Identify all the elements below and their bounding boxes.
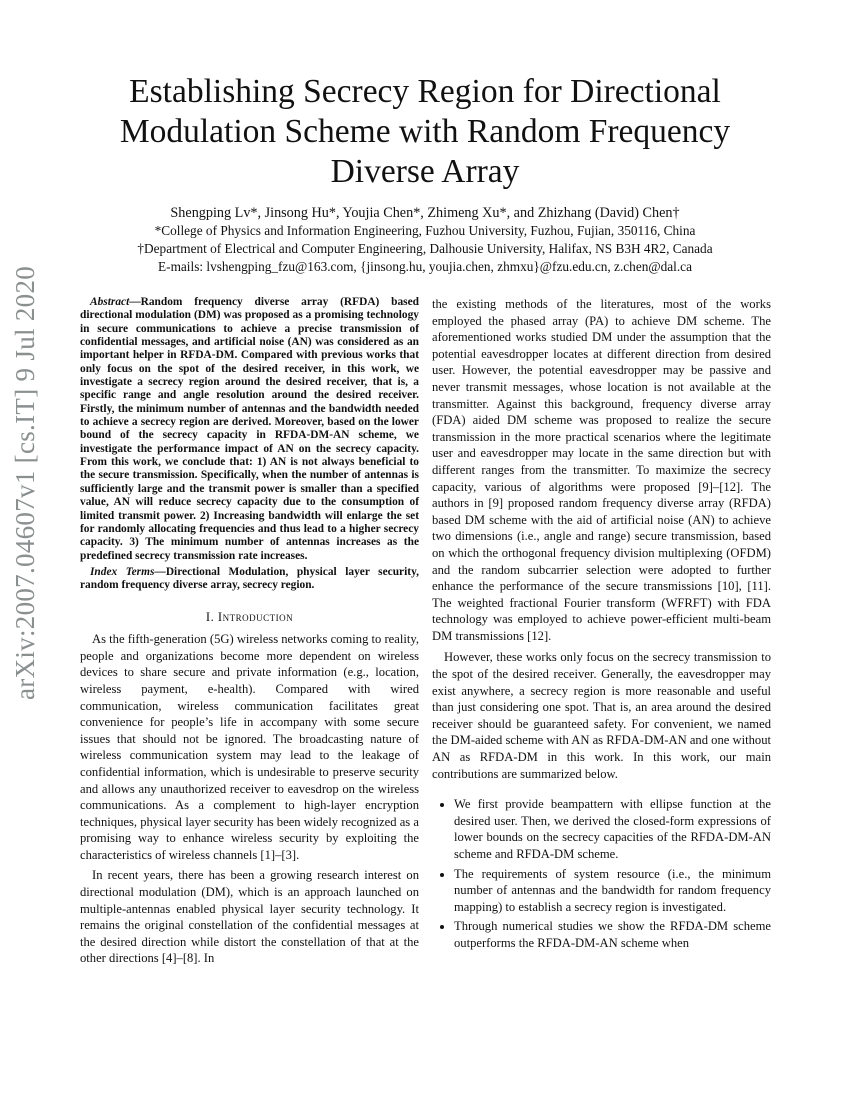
left-column — [80, 296, 419, 967]
emails: E-mails: lvshengping_fzu@163.com, {jinsong.hu, youjia.chen, zhmxu}@fzu.edu.cn, z.chen@dal.ca — [158, 259, 692, 274]
arxiv-stamp: arXiv:2007.04607v1 [cs.IT] 9 Jul 2020 — [10, 265, 40, 700]
abstract — [80, 296, 419, 563]
authors: Shengping Lv*, Jinsong Hu*, Youjia Chen*, Zhimeng Xu*, and Zhizhang (David) Chen† — [170, 205, 680, 221]
paragraph: the existing methods of the literatures, most of the works employed the phased array (PA) to achieve DM scheme. The aforementioned works studied DM under the assumption that the potential eavesdropper locates at different direction from desired user. However, the potential eavesdropper may be passive and never transmit messages, whose location is not available at the transmitter. Against this background, frequency diverse array (FDA) aided DM scheme was proposed to realize the secure transmission in the more practical scenarios where the legitimate user and eavesdropper may locate in the same direction but with different ranges from the transmitter. To maximize the secrecy capacity, various of algorithms were proposed [9]–[12]. The authors in [9] proposed random frequency diverse array (RFDA) based DM scheme with the aid of artificial noise (AN) to achieve two dimensions (i.e., angle and range) secure transmission, based on which the orthogonal frequency division multiplexing (OFDM) and the random subcarrier selection were adopted to further enhance the performance of the secure transmissions [10], [11]. The weighted fractional Fourier transform (WFRFT) with FDA technology was employed to achieve power-efficient multi-beam DM transmissions [12]. — [432, 297, 771, 643]
section-heading-introduction: I. Introduction — [205, 609, 294, 624]
abstract-label: Abstract — [90, 296, 130, 308]
abstract-text: —Random frequency diverse array (RFDA) based directional modulation (DM) was proposed as a promising technology in secure communications to achieve a precise transmission of confidential messages, and artificial noise (AN) was considered as an important helper in RFDA-DM. Compared with previous works that only focus on the spot of the desired receiver, in this work, we investigate a secrecy region around the desired receiver, that is, a specific range and angle resolution around the desired receiver. Firstly, the minimum number of antennas and the bandwidth needed to achieve a secrecy region are derived. Moreover, based on the lower bound of the secrecy capacity in RFDA-DM-AN scheme, we investigate the performance impact of AN on the secrecy capacity. From this work, we conclude that: 1) AN is not always beneficial to the secure transmission. Specifically, when the number of antennas is sufficiently large and the transmit power is smaller than a specified value, AN will reduce secrecy capacity due to the consumption of limited transmit power. 2) Increasing bandwidth will enlarge the set for randomly allocating frequencies and thus lead to a higher secrecy capacity. 3) The minimum number of antennas increases as the predefined secrecy transmission rate increases. — [80, 296, 419, 562]
paragraph: In recent years, there has been a growing research interest on directional modulation (DM), which is an approach launched on multiple-antennas enabled physical layer security technology. It remains the original constellation of the confidential messages at the desired direction while distort the constellation of that at the other directions [4]–[8]. In — [80, 868, 419, 966]
paragraph: However, these works only focus on the secrecy transmission to the spot of the desired receiver. Generally, the eavesdropper may exist anywhere, a secrecy region is more reasonable and useful than just considering one spot. That is, an area around the desired receiver should be guaranteed safety. For convenient, we named the DM-aided scheme with AN as RFDA-DM-AN and one without AN as RFDA-DM in this work. In this work, our main contributions are summarized below. — [432, 650, 771, 781]
author-block — [60, 204, 790, 276]
index-terms-text: —Directional Modulation, physical layer security, random frequency diverse array, secrecy region. — [80, 565, 419, 592]
affiliation-fuzhou: *College of Physics and Information Engineering, Fuzhou University, Fuzhou, Fujian, 350116, China — [154, 223, 696, 238]
affiliation-dalhousie: †Department of Electrical and Computer Engineering, Dalhousie University, Halifax, NS B3H 4R2, Canada — [137, 241, 713, 256]
index-terms — [80, 566, 419, 593]
right-column — [432, 296, 771, 955]
contribution-list — [432, 796, 771, 951]
paragraph: As the fifth-generation (5G) wireless networks coming to reality, people and organizations become more dependent on wireless devices to share secure and private information (e.g., location, wireless payment, e-health). Compared with wired communication, wireless communication facilitates great convenience for people’s life in accompany with some secure issues that should not be ignored. The broadcasting nature of wireless communication system may lead to the leakage of confidential information, which is undesirable to preserve security and allows any unauthorized receiver to eavesdrop on the wireless communications. As a complement to high-layer encryption techniques, physical layer security has been widely recognized as a promising way to enhance wireless security by exploiting the characteristics of wireless channels [1]–[3]. — [80, 632, 419, 862]
index-terms-label: Index Terms — [90, 565, 155, 578]
list-item: • Through numerical studies we show the RFDA-DM scheme outperforms the RFDA-DM-AN scheme when — [454, 918, 771, 951]
paper-title: Establishing Secrecy Region for Directional Modulation Scheme with Random Frequency Diverse Array — [119, 73, 731, 190]
list-item: • The requirements of system resource (i.e., the minimum number of antennas and the bandwidth for random frequency mapping) to establish a secrecy region is investigated. — [454, 866, 771, 916]
list-item: • We first provide beampattern with ellipse function at the desired user. Then, we derived the closed-form expressions of lower bounds on the secrecy capacities of the RFDA-DM-AN scheme and RFDA-DM scheme. — [454, 796, 771, 862]
